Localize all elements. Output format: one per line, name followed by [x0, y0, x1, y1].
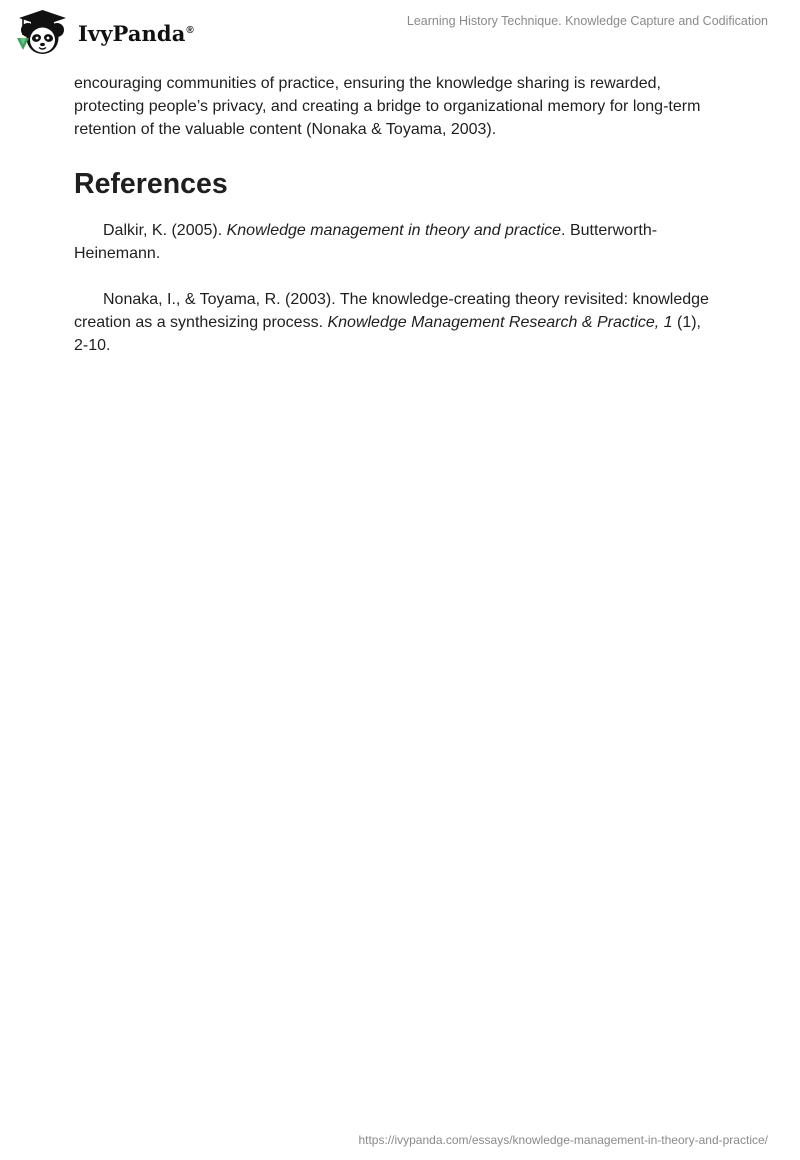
ivypanda-logo[interactable] — [14, 7, 194, 57]
reference-text: Nonaka, I., & Toyama, R. (2003). The knowledge-creating theory revisited: knowledge creation as a synthesizing process. — [74, 291, 709, 331]
reference-title: Knowledge management in theory and practice — [226, 222, 562, 239]
registered-mark: ® — [186, 24, 194, 36]
running-title: Learning History Technique. Knowledge Capture and Codification — [406, 14, 768, 28]
reference-text: (1), 2-10. — [74, 314, 701, 354]
source-url[interactable]: https://ivypanda.com/essays/knowledge-management-in-theory-and-practice/ — [358, 1133, 768, 1147]
references-heading: References — [74, 168, 228, 200]
reference-item — [74, 219, 714, 265]
reference-text: . Butterworth-Heinemann. — [74, 222, 658, 262]
reference-item — [74, 288, 714, 357]
page-header — [0, 0, 800, 62]
intro-paragraph: encouraging communities of practice, ensuring the knowledge sharing is rewarded, protecting people’s privacy, and creating a bridge to organizational memory for long-term retention of the valuable content (Nonaka & Toyama, 2003). — [74, 75, 701, 138]
panda-graduate-icon — [14, 8, 72, 56]
document-content — [74, 72, 714, 357]
logo-wordmark: IvyPanda® — [78, 20, 194, 46]
reference-text: Dalkir, K. (2005). — [103, 222, 227, 239]
reference-title: Knowledge Management Research & Practice, 1 — [327, 314, 673, 331]
